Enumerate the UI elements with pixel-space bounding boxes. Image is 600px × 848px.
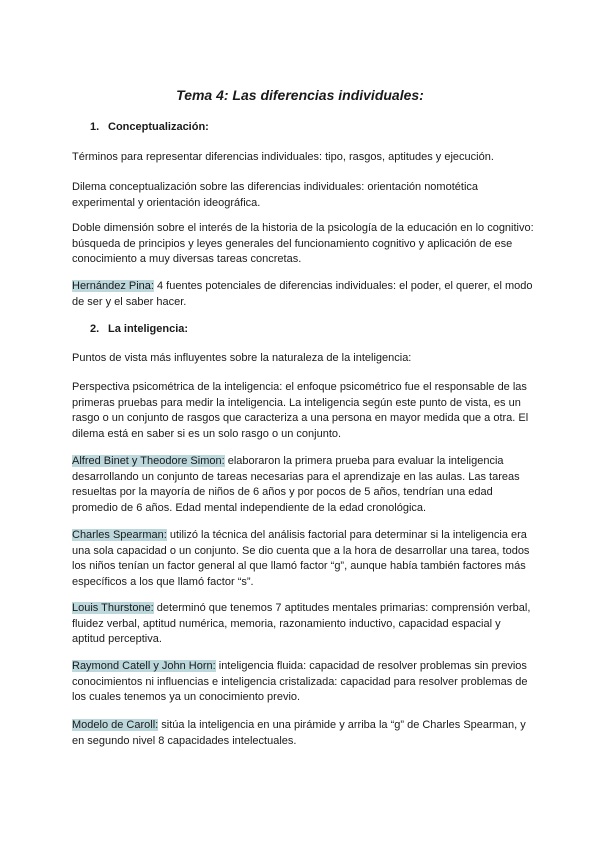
paragraph-text: determinó que tenemos 7 aptitudes mentales primarias: comprensión verbal, fluidez verbal, aptitud numérica, memoria, razonamiento inductivo, capacidad espacial y aptitud perceptiva. <box>72 602 531 645</box>
highlighted-author: Modelo de Caroll: <box>72 719 159 731</box>
paragraph-text: 4 fuentes potenciales de diferencias individuales: el poder, el querer, el modo de ser y el saber hacer. <box>72 280 533 308</box>
paragraph-puntos-de-vista <box>72 351 534 367</box>
highlighted-author: Raymond Catell y John Horn: <box>72 660 216 672</box>
paragraph-caroll <box>72 718 534 749</box>
paragraph-text: Perspectiva psicométrica de la inteligencia: el enfoque psicométrico fue el responsable de las primeras pruebas para medir la inteligencia. La inteligencia según este punto de vista, es un rasgo o un conjunto de rasgos que caracteriza a una persona en mayor medida que a otra. El dilema está en saber si es un solo rasgo o un conjunto. <box>72 381 529 440</box>
paragraph-thurstone <box>72 601 534 648</box>
section-number: 2. <box>90 323 100 335</box>
paragraph-dilema <box>72 180 534 211</box>
paragraph-perspectiva-psicometrica <box>72 380 534 442</box>
page-title: Tema 4: Las diferencias individuales: <box>176 87 424 103</box>
section-number: 1. <box>90 121 100 133</box>
paragraph-spearman <box>72 528 534 590</box>
paragraph-text: elaboraron la primera prueba para evaluar la inteligencia desarrollando un conjunto de tareas necesarias para el aprendizaje en las aulas. Las tareas resueltas por la mayoría de niños de 6 años y por pocos de 5 años, tendrían una edad promedio de 6 años. Edad mental independiente de la edad cronológica. <box>72 455 520 514</box>
paragraph-text: Dilema conceptualización sobre las diferencias individuales: orientación nomotética experimental y orientación ideográfica. <box>72 181 479 209</box>
paragraph-terminos <box>72 150 534 166</box>
section-title: Conceptualización: <box>108 121 209 133</box>
paragraph-text: Puntos de vista más influyentes sobre la naturaleza de la inteligencia: <box>72 352 412 364</box>
paragraph-catell-horn <box>72 659 534 706</box>
section-heading-conceptualizacion <box>90 121 209 133</box>
paragraph-text: Doble dimensión sobre el interés de la historia de la psicología de la educación en lo cognitivo: búsqueda de principios y leyes generales del funcionamiento cognitivo y aplicación de ese conocimiento a muy diversas tareas concretas. <box>72 222 534 265</box>
paragraph-doble-dimension <box>72 221 534 268</box>
paragraph-text: utilizó la técnica del análisis factorial para determinar si la inteligencia era una sola capacidad o un conjunto. Se dio cuenta que a la hora de desarrollar una tarea, todos los niños tenían un factor general al que llamó factor “g”, aunque había también factores más específicos a los que llamó factor “s”. <box>72 529 530 588</box>
section-title: La inteligencia: <box>108 323 189 335</box>
paragraph-binet-simon <box>72 454 534 516</box>
highlighted-author: Louis Thurstone: <box>72 602 154 614</box>
highlighted-author: Alfred Binet y Theodore Simon: <box>72 455 225 467</box>
paragraph-text: sitúa la inteligencia en una pirámide y arriba la “g” de Charles Spearman, y en segundo nivel 8 capacidades intelectuales. <box>72 719 526 747</box>
paragraph-text: Términos para representar diferencias individuales: tipo, rasgos, aptitudes y ejecución. <box>72 151 494 163</box>
paragraph-hernandez-pina <box>72 279 534 310</box>
highlighted-author: Hernández Pina: <box>72 280 154 292</box>
highlighted-author: Charles Spearman: <box>72 529 167 541</box>
section-heading-inteligencia <box>90 323 188 335</box>
paragraph-text: inteligencia fluida: capacidad de resolver problemas sin previos conocimientos ni influencias e inteligencia cristalizada: capacidad para resolver problemas de los cuales tenemos ya un conocimiento previo. <box>72 660 528 703</box>
